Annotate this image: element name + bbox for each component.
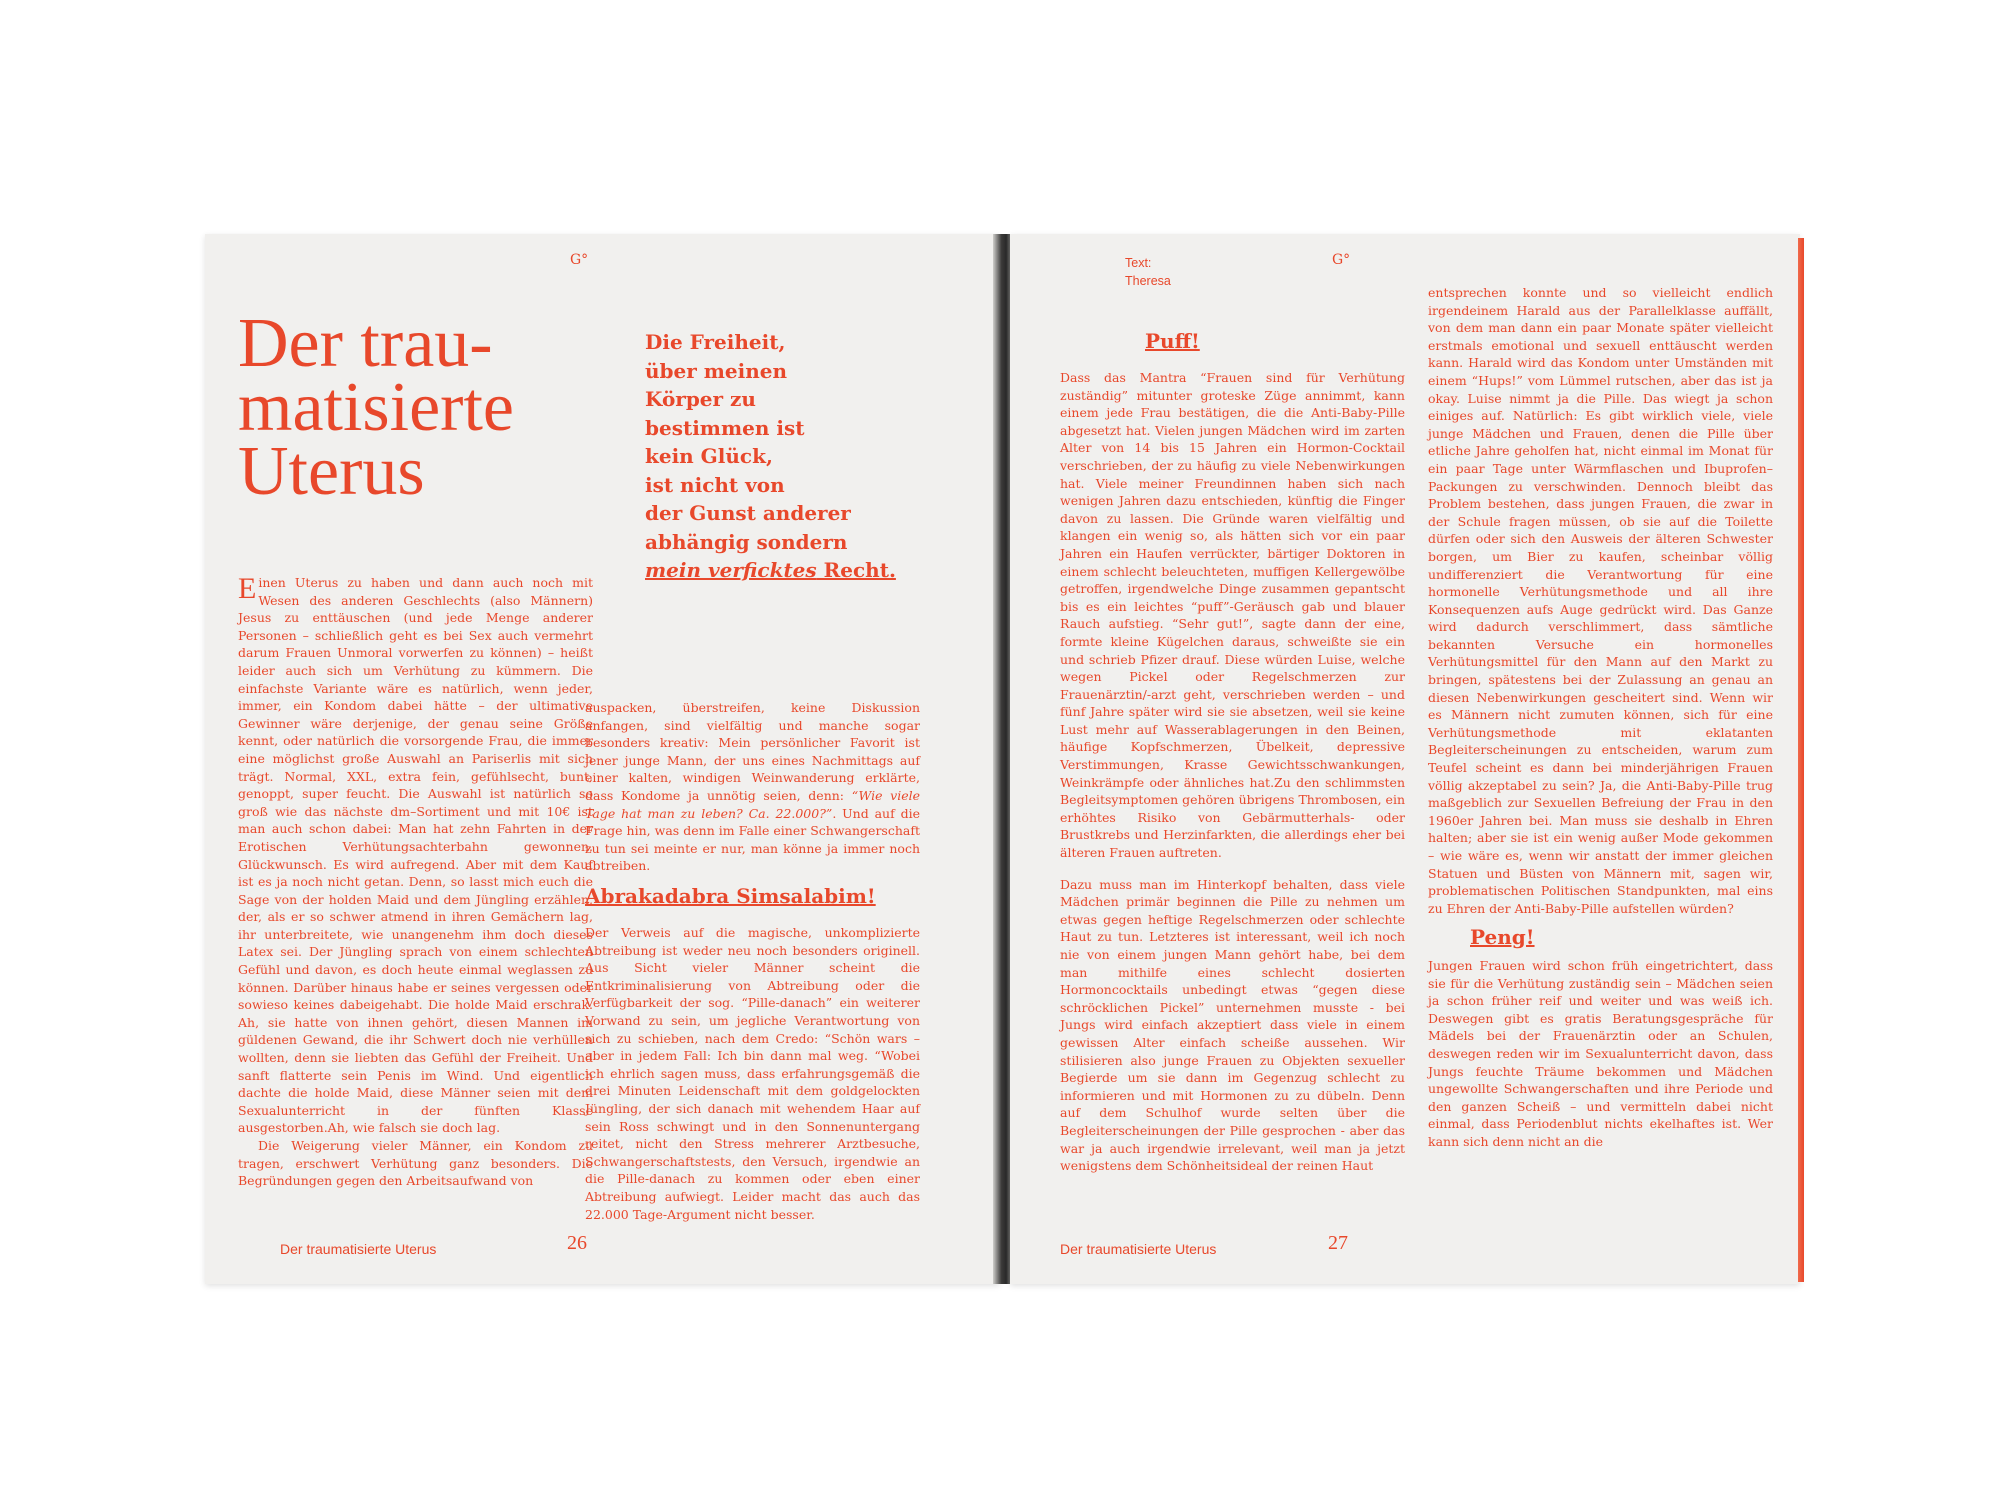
quote-line: Körper zu [645, 387, 756, 411]
left-page [205, 234, 1000, 1284]
page-number: 26 [567, 1232, 587, 1254]
body-text: auspacken, überstreifen, keine Diskussion anfangen, sind vielfältig und manche sogar besonders kreativ: Mein persönlicher Favorit ist jener junge Mann, der uns eines Nachmittags auf einer kalten, windigen Weinwanderung erklärte, dass Kondome ja unnötig seien, denn: [585, 700, 920, 803]
running-footer: Der traumatisierte Uterus [280, 1241, 437, 1257]
body-paragraph: entsprechen konnte und so vielleicht endlich irgendeinem Harald aus der Parallelklasse auffällt, von dem man dann ein paar Monate später vielleicht erstmals emotional und sexuell enttäuscht werden kann. Harald wird das Kondom unter Umständen mit einem “Hups!” vom Lümmel rutschen, aber das ist ja okay. Luise nimmt ja die Pille. Das wiegt ja schon einiges auf. Natürlich: Es gibt wirklich viele, viele junge Mädchen und Frauen, denen die Pille über etliche Jahre geholfen hat, nicht einmal im Monat für ein paar Tage unter Wärmflaschen und Ibuprofen–Packungen zu verschwinden. Dennoch bleibt das Problem bestehen, dass jungen Frauen, die zwar in der Schule fragen müssen, ob sie auf die Toilette dürfen oder sich den Ausweis der älteren Schwester borgen, um Bier zu kaufen, scheinbar völlig undifferenziert die Verantwortung für eine hormonelle Verhütungsmethode und all ihre Konsequenzen aufs Auge gedrückt wird. Das Ganze wird dadurch verschlimmert, dass sämtliche bekannten Versuche ein hormonelles Verhütungsmittel für den Mann auf den Markt zu bringen, spätestens bei der Zulassung an genau an diesen Nebenwirkungen gescheitert sind. Wenn wir es Männern nicht zumuten können, sich für eine Verhütungsmethode mit eklatanten Begleiterscheinungen zu entscheiden, warum zum Teufel scheint es dann bei minderjährigen Frauen völlig akzeptabel zu sein? Ja, die Anti-Baby-Pille trug maßgeblich zur Sexuellen Befreiung der Frau in den 1960er Jahren bei. Man muss sie deshalb in Ehren halten; aber sie ist ein wenig außer Mode gekommen – wie wäre es, wenn wir anstatt der immer gleichen Statuen und Büsten von Männern mit, sagen wir, problematischen Politischen Standpunkten, mal eins zu Ehren der Anti-Baby-Pille aufstellen würden? [1428, 285, 1773, 916]
drop-cap: E [238, 572, 257, 605]
right-column-2 [1428, 284, 1773, 1151]
article-title [238, 305, 638, 510]
top-mark: G° [1332, 252, 1351, 268]
quote-line: Die Freiheit, [645, 330, 786, 354]
page-number: 27 [1328, 1232, 1348, 1254]
body-paragraph: Die Weigerung vieler Männer, ein Kondom zu tragen, erschwert Verhütung ganz besonders. Die Begründungen gegen den Arbeitsaufwand von [238, 1138, 593, 1189]
author-name: Theresa [1125, 274, 1171, 288]
magazine-spread [205, 234, 1800, 1284]
section-heading: Puff! [1145, 329, 1200, 353]
quote-line: bestimmen ist [645, 415, 805, 440]
quote-line: kein Glück, [645, 444, 773, 468]
body-text: inen Uterus zu haben und dann auch noch mit Wesen des anderen Geschlechts (also Männern) Jesus zu enttäuschen (und jede Menge anderer Personen – schließlich geht es bei Sex auch vermehrt darum Frauen Unmoral vorwerfen zu können) – heißt leider auch sich um Verhütung zu kümmern. Die einfachste Variante wäre es natürlich, wenn jeder, immer, ein Kondom dabei hätte – der ultimative Gewinner wäre derjenige, der genau seine Größe kennt, oder natürlich die vorsorgende Frau, die immer eine möglichst große Auswahl an Pariserlis mit sich trägt. Normal, XXL, extra fein, gefühlsecht, bunt, genoppt, super feucht. Die Auswahl ist natürlich so groß wie das nächste dm–Sortiment und mit 10€ ist man auch schon dabei: Man hat zehn Fahrten in der Erotischen Verhütungsachterbahn gewonnen. Glückwunsch. Es wird aufregend. Aber mit dem Kauf ist es ja noch nicht getan. Denn, so lasst mich euch die Sage von der holden Maid und dem Jüngling erzählen, der, als er so schwer atmend in ihren Gemächern lag, ihr unterbreitete, wie unangenehm ihm doch dieses Latex sei. Der Jüngling sprach von einem schlechten Gefühl und davon, es doch heute einmal weglassen zu können. Darüber hinaus habe er seines vergessen oder sowieso keines dabeigehabt. Die holde Maid erschrak. Ah, sie hatte von ihnen gehört, diesen Mannen im güldenen Gewand, die ihr Schwert doch nie verhüllen wollten, denn sie liebten das Gefühl der Freiheit. Und sanft flatterte sein Penis im Wind. Und eigentlich dachte die holde Maid, diese Männer seien mit dem Sexualunterricht in der fünften Klasse ausgestorben.Ah, wie falsch sie doch lag. [238, 575, 593, 1136]
body-paragraph: Dass das Mantra “Frauen sind für Verhütung zuständig” mitunter groteske Züge annimmt, kann einem jede Frau bestätigen, die die Anti-Baby-Pille abgesetzt hat. Vielen jungen Mädchen wird im zarten Alter von 14 bis 15 Jahren ein Hormon-Cocktail verschrieben, der zu häufig zu viele Nebenwirkungen hat. Viele meiner Freundinnen haben sich nach wenigen Jahren dazu entschieden, künftig die Finger davon zu lassen. Die Gründe waren vielfältig und klangen ein wenig so, als hätten sich vor ein paar Jahren ein Haufen verrückter, bärtiger Doktoren in einem schlecht beleuchteten, muffigen Kellergewölbe getroffen, irgendwelche Dinge zusammen gepantscht bis es ein leichtes “puff”-Geräusch gab und blauer Rauch aufstieg. “Sehr gut!”, sagte dann der eine, formte kleine Kügelchen daraus, schweißte sie ein und schrieb Pfizer drauf. Diese würden Luise, welche wegen Pickel oder Regelschmerzen zur Frauenärztin/-arzt geht, verschrieben werden – und fünf Jahre später wird sie sie absetzen, weil sie keine Lust mehr auf Wasserablagerungen in den Beinen, häufige Kopfschmerzen, Übelkeit, depressive Verstimmungen, Krasse Gewichtsschwankungen, Weinkrämpfe oder ähnliches hat.Zu den schlimmsten Begleitsymptomen gehören übrigens Thrombosen, ein erhöhtes Risiko von Gebärmutterhals- oder Brustkrebs und Herzinfarkten, die allerdings eher bei älteren Frauen auftreten. [1060, 370, 1405, 861]
page-edge [1798, 238, 1804, 1282]
quote-line: der Gunst anderer [645, 501, 851, 525]
running-footer: Der traumatisierte Uterus [1060, 1241, 1217, 1257]
left-column-1 [238, 574, 593, 1190]
left-column-2 [585, 699, 920, 875]
author-credit [1125, 254, 1171, 290]
left-column-2-section [585, 924, 920, 1223]
title-line-3: Uterus [238, 433, 425, 510]
quote-end: Recht. [816, 558, 896, 582]
section-heading: Abrakadabra Simsalabim! [585, 884, 876, 908]
top-mark: G° [570, 252, 589, 268]
quote-line: ist nicht von [645, 472, 785, 497]
body-paragraph: Der Verweis auf die magische, unkomplizierte Abtreibung ist weder neu noch besonders originell. Aus Sicht vieler Männer scheint die Entkriminalisierung von Abtreibung oder die Verfügbarkeit der sog. “Pille-danach” ein weiterer Vorwand zu sein, um jegliche Verantwortung von sich zu schieben, nach dem Credo: “Schön wars – aber in jedem Fall: Ich bin dann mal weg. “Wobei ich ehrlich sagen muss, dass erfahrungsgemäß die drei Minuten Leidenschaft mit dem goldgelockten Jüngling, der sich danach mit wehendem Haar auf sein Ross schwingt und in den Sonnenuntergang reitet, nicht den Stress mehrerer Arztbesuche, Schwangerschaftstests, den Versuch, irgendwie an die Pille-danach zu kommen oder eben einer Abtreibung aufwiegt. Leider macht das auch das 22.000 Tage-Argument nicht besser. [585, 925, 920, 1222]
section-heading: Peng! [1470, 925, 1535, 950]
quote-line: abhängig sondern [645, 529, 848, 554]
body-paragraph: Jungen Frauen wird schon früh eingetrichtert, dass sie für die Verhütung zuständig sein – Mädchen seien ja schon früher reif und weiter und was weiß ich. Deswegen gibt es gratis Beratungsgespräche für Mädels bei der Frauenärztin oder an Schulen, deswegen reden wir im Sexualunterricht davon, dass Jungs feuchte Träume bekommen und Mädchen ungewollte Schwangerschaften und ihre Periode und den ganzen Scheiß – und vermitteln dabei nicht einmal, dass Periodenblut nichts ekelhaftes ist. Wer kann sich denn nicht an die [1428, 957, 1773, 1149]
italic-quote: “Wie viele Tage hat man zu leben? Ca. 22.000?” [585, 787, 920, 821]
right-column-1 [1060, 369, 1405, 1175]
body-text-end: . Und auf die Frage hin, was denn im Falle einer Schwangerschaft zu tun sei meinte er nur, man könne ja immer noch abtreiben. [585, 805, 920, 874]
text-label: Text: [1125, 256, 1152, 270]
quote-emphasis: mein verficktes [645, 558, 817, 582]
title-line-1: Der trau- [238, 305, 493, 382]
body-paragraph: Dazu muss man im Hinterkopf behalten, dass viele Mädchen primär beginnen die Pille zu nehmen um etwas gegen heftige Regelschmerzen oder schlechte Haut zu tun. Letzteres ist interessant, weil ich noch nie von einem jungen Mann gehört habe, bei dem man mithilfe eines schlecht dosierten Hormoncocktails unbedingt etwas “gegen diese schröcklichen Pickel” unternehmen musste - bei Jungs wird einfach akzeptiert dass viele in einem gewissen Alter einfach scheiße aussehen. Wir stilisieren also junge Frauen zu Objekten sexueller Begierde um sie dann im Gegenzug schlecht zu informieren und mit Hormonen zu zu dübeln. Denn auf dem Schulhof wurde selten über die Begleiterscheinungen der Pille gesprochen - aber das war ja auch irgendwie irrelevant, weil man ja jetzt wenigstens dem Schönheitsideal der reinen Haut [1060, 876, 1405, 1174]
title-line-2: matisierte [238, 369, 515, 446]
quote-line: über meinen [645, 358, 788, 383]
right-page [1010, 234, 1800, 1284]
pull-quote [645, 328, 935, 585]
